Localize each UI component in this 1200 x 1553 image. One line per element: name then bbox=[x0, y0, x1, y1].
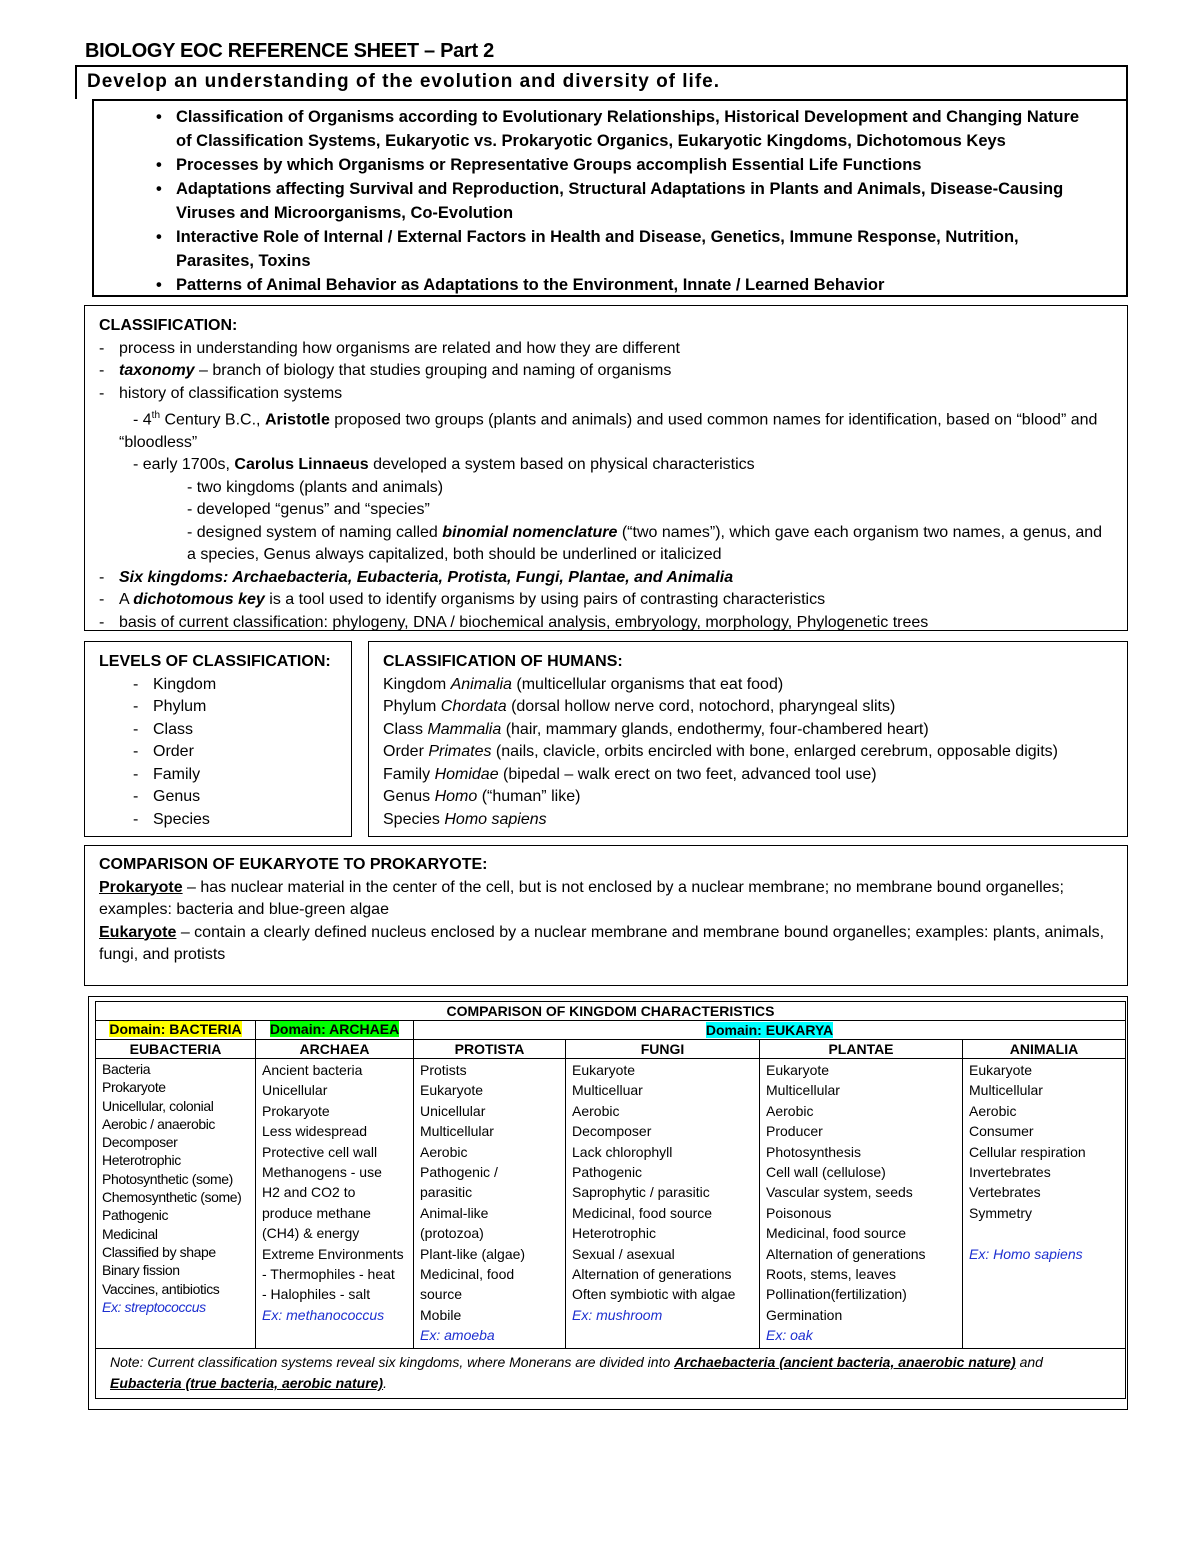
classification-heading: CLASSIFICATION: bbox=[99, 317, 238, 334]
objective-box bbox=[92, 99, 1128, 297]
kingdom-trait: Often symbiotic with algae bbox=[572, 1286, 736, 1303]
kingdom-trait: Sexual / asexual bbox=[572, 1245, 675, 1262]
kingdom-trait: Cell wall (cellulose) bbox=[766, 1164, 886, 1181]
eukaryote-definition: Eukaryote – contain a clearly defined nucleus enclosed by a nuclear membrane and membrane bound organelles; examples: plants, animals, bbox=[99, 923, 1105, 941]
kingdom-table-title: COMPARISON OF KINGDOM CHARACTERISTICS bbox=[96, 1002, 1126, 1021]
kingdom-trait: (CH4) & energy bbox=[262, 1225, 360, 1242]
domain-bacteria-label: Domain: BACTERIA bbox=[109, 1021, 242, 1037]
kingdom-trait: Medicinal, food source bbox=[766, 1225, 907, 1242]
kingdom-trait: Unicellular bbox=[420, 1102, 486, 1119]
kingdom-trait: Eukaryote bbox=[766, 1062, 830, 1078]
kingdom-trait: Aerobic bbox=[572, 1102, 620, 1119]
linnaeus-sub-cont: a species, Genus always capitalized, both should be underlined or italicized bbox=[187, 546, 722, 564]
kingdom-trait: Mobile bbox=[420, 1306, 462, 1323]
eukaryote-examples: fungi, and protists bbox=[99, 946, 226, 963]
kingdom-trait: produce methane bbox=[262, 1204, 371, 1221]
kingdom-trait: Classified by shape bbox=[102, 1243, 216, 1260]
kingdom-trait: Consumer bbox=[969, 1123, 1034, 1140]
human-rank-row: Phylum Chordata (dorsal hollow nerve cord, notochord, pharyngeal slits) bbox=[383, 698, 896, 715]
human-rank-row: Class Mammalia (hair, mammary glands, endothermy, four-chambered heart) bbox=[383, 720, 929, 738]
linnaeus-sub: - designed system of naming called binomial nomenclature (“two names”), which gave each organism two names, a genus, and bbox=[187, 523, 1103, 541]
kingdom-trait: Less widespread bbox=[262, 1123, 368, 1140]
level-item: - Class bbox=[133, 720, 194, 738]
prokaryote-examples: examples: bacteria and blue-green algae bbox=[99, 901, 389, 918]
kingdom-example: Ex: methanococcus bbox=[262, 1306, 385, 1323]
kingdom-cell bbox=[96, 1059, 256, 1349]
level-item: - Order bbox=[133, 743, 194, 760]
humans-list bbox=[383, 674, 1127, 832]
kingdom-trait: Protists bbox=[420, 1062, 467, 1078]
kingdom-table bbox=[95, 1001, 1126, 1399]
classification-line: history of classification systems bbox=[119, 384, 343, 402]
level-item: - Phylum bbox=[133, 698, 207, 715]
kingdom-trait: parasitic bbox=[420, 1184, 473, 1201]
kingdom-column-header: FUNGI bbox=[566, 1040, 760, 1059]
level-item: - Family bbox=[133, 765, 201, 783]
kingdom-trait: Multicellular bbox=[766, 1082, 840, 1099]
kingdom-trait: Prokaryote bbox=[102, 1079, 166, 1096]
kingdom-trait: Decomposer bbox=[572, 1123, 652, 1140]
kingdom-trait: Multicellular bbox=[969, 1082, 1043, 1099]
level-item: - Kingdom bbox=[133, 675, 217, 693]
kingdom-trait: Producer bbox=[766, 1123, 823, 1140]
kingdom-trait: Lack chlorophyll bbox=[572, 1143, 673, 1160]
aristotle-line: - 4th Century B.C., Aristotle proposed two groups (plants and animals) and used common names for identification, based on “blood” and bbox=[133, 410, 1098, 429]
taxonomy-term: taxonomy bbox=[119, 362, 195, 379]
kingdom-trait: Multicelluar bbox=[572, 1082, 643, 1099]
prokaryote-definition: Prokaryote – has nuclear material in the center of the cell, but is not enclosed by a nuclear membrane; no membrane bound organelles; bbox=[99, 878, 1064, 896]
kingdom-trait: Heterotrophic bbox=[102, 1152, 181, 1169]
kingdom-note: Note: Current classification systems reveal six kingdoms, where Monerans are divided into Archaebacteria (ancient bacteria, anaerobic nature) and Eubacteria (true bacteria, aerobic nature). bbox=[96, 1349, 1126, 1399]
comparison-section bbox=[84, 845, 1128, 986]
kingdom-trait: Vertebrates bbox=[969, 1184, 1041, 1201]
page-title: BIOLOGY EOC REFERENCE SHEET – Part 2 bbox=[85, 40, 494, 62]
linnaeus-sub: - developed “genus” and “species” bbox=[187, 501, 430, 519]
dichotomous-key-term: dichotomous key bbox=[133, 591, 265, 609]
kingdom-trait: Protective cell wall bbox=[262, 1143, 378, 1160]
kingdom-trait bbox=[969, 1223, 1119, 1243]
humans-heading: CLASSIFICATION OF HUMANS: bbox=[383, 653, 623, 670]
kingdom-cell bbox=[256, 1059, 414, 1349]
six-kingdoms-line: Six kingdoms: Archaebacteria, Eubacteria, Protista, Fungi, Plantae, and Animalia bbox=[119, 568, 734, 586]
kingdom-example: Ex: Homo sapiens bbox=[969, 1245, 1083, 1262]
kingdom-trait: Invertebrates bbox=[969, 1164, 1051, 1181]
linnaeus-sub: - two kingdoms (plants and animals) bbox=[187, 478, 444, 496]
kingdom-trait: source bbox=[420, 1286, 463, 1303]
kingdom-example: Ex: amoeba bbox=[420, 1327, 495, 1344]
level-item: - Species bbox=[133, 810, 210, 828]
objective-heading: Develop an understanding of the evolution and diversity of life. bbox=[75, 65, 1128, 99]
kingdom-trait: Chemosynthetic (some) bbox=[102, 1189, 242, 1206]
kingdom-column-header: PLANTAE bbox=[760, 1040, 963, 1059]
kingdom-trait: Aerobic bbox=[766, 1102, 814, 1119]
linnaeus-line: - early 1700s, Carolus Linnaeus developed a system based on physical characteristics bbox=[133, 456, 755, 474]
kingdom-trait: Bacteria bbox=[102, 1061, 151, 1077]
kingdom-trait: Animal-like bbox=[420, 1204, 489, 1221]
kingdom-trait: Medicinal bbox=[102, 1225, 158, 1242]
kingdom-trait: Aerobic bbox=[969, 1102, 1017, 1119]
kingdom-trait: Methanogens - use bbox=[262, 1164, 382, 1181]
human-rank-row: Kingdom Animalia (multicellular organisms that eat food) bbox=[383, 675, 784, 693]
kingdom-cell bbox=[760, 1059, 963, 1349]
kingdom-trait: Unicellular, colonial bbox=[102, 1097, 214, 1114]
kingdom-trait: Eukaryote bbox=[572, 1062, 636, 1078]
classification-line: – branch of biology that studies grouping and naming of organisms bbox=[194, 362, 672, 379]
levels-list bbox=[99, 674, 351, 832]
kingdom-trait: Vascular system, seeds bbox=[766, 1184, 913, 1201]
kingdom-trait: Eukaryote bbox=[420, 1082, 484, 1099]
kingdom-trait: Plant-like (algae) bbox=[420, 1245, 526, 1262]
kingdom-table-box bbox=[88, 996, 1128, 1410]
classification-section: CLASSIFICATION: - process in understanding how organisms are related and how they are different - taxonomy – branch of biology that studies grouping and naming of organisms - history of classification systems - 4th Century B.C., Aristotle proposed two groups (plants and animals) and used common names for identification, based on “blood” and “bloodless” - early 1700s, Carolus Linnaeus developed a system based on physical characteristics - two kingdoms (plants and animals) - developed “genus” and “species” - designed system of naming called binomial nomenclature (“two names”), which gave each organism two names, a genus, and a species, Genus always capitalized, both should be underlined or italicized - Six kingdoms: Archaebacteria, Eubacteria, Protista, Fungi, Plantae, and Animalia - A dichotomous key is a tool used to identify organisms by using pairs of contrasting characteristics - basis of current classification: phylogeny, DNA / biochemical analysis, embryology, morphology, Phylogenetic trees bbox=[84, 305, 1128, 631]
level-item: - Genus bbox=[133, 788, 201, 805]
domain-eukarya-label: Domain: EUKARYA bbox=[705, 1022, 834, 1038]
classification-line: process in understanding how organisms are related and how they are different bbox=[119, 339, 680, 357]
kingdom-trait: Ancient bacteria bbox=[262, 1062, 363, 1078]
objective-bullet: • Patterns of Animal Behavior as Adaptations to the Environment, Innate / Learned Behavior bbox=[156, 273, 1106, 297]
kingdom-cell bbox=[414, 1059, 566, 1349]
kingdom-cell bbox=[566, 1059, 760, 1349]
human-rank-row: Order Primates (nails, clavicle, orbits encircled with bone, enlarged cerebrum, opposable digits) bbox=[383, 743, 1058, 760]
kingdom-trait: Pathogenic bbox=[102, 1207, 169, 1224]
kingdom-cell bbox=[963, 1059, 1126, 1349]
kingdom-trait: Aerobic bbox=[420, 1143, 468, 1160]
kingdom-trait: Pathogenic / bbox=[420, 1164, 498, 1181]
human-rank-row: Family Homidae (bipedal – walk erect on two feet, advanced tool use) bbox=[383, 765, 877, 783]
objective-bullet: • Classification of Organisms according to Evolutionary Relationships, Historical Development and Changing Nature of Classification Systems, Eukaryotic vs. Prokaryotic Organics, Eukaryotic Kingdoms, Dichotomous Keys bbox=[156, 105, 1106, 153]
kingdom-trait: Cellular respiration bbox=[969, 1143, 1086, 1160]
kingdom-trait: Prokaryote bbox=[262, 1102, 330, 1119]
levels-section bbox=[84, 641, 352, 837]
kingdom-trait: Alternation of generations bbox=[572, 1266, 732, 1283]
objective-list bbox=[156, 105, 1106, 297]
kingdom-trait: - Halophiles - salt bbox=[262, 1286, 371, 1303]
kingdom-trait: (protozoa) bbox=[420, 1225, 484, 1242]
kingdom-trait: Heterotrophic bbox=[572, 1225, 657, 1242]
kingdom-example: Ex: streptococcus bbox=[102, 1298, 206, 1315]
comparison-heading: COMPARISON OF EUKARYOTE TO PROKARYOTE: bbox=[99, 856, 488, 873]
kingdom-column-header: PROTISTA bbox=[414, 1040, 566, 1059]
kingdom-trait: Alternation of generations bbox=[766, 1245, 926, 1262]
human-rank-row: Genus Homo (“human” like) bbox=[383, 788, 581, 805]
kingdom-trait: Extreme Environments bbox=[262, 1245, 404, 1262]
kingdom-trait: Multicellular bbox=[420, 1123, 494, 1140]
objective-bullet: • Adaptations affecting Survival and Reproduction, Structural Adaptations in Plants and Animals, Disease-Causing Viruses and Microorganisms, Co-Evolution bbox=[156, 177, 1106, 225]
kingdom-example: Ex: oak bbox=[766, 1327, 813, 1344]
kingdom-trait: Photosynthesis bbox=[766, 1143, 861, 1160]
kingdom-column-header: ARCHAEA bbox=[256, 1040, 414, 1059]
aristotle-cont: “bloodless” bbox=[119, 433, 198, 451]
kingdom-trait: Saprophytic / parasitic bbox=[572, 1184, 710, 1201]
kingdom-trait: Pollination(fertilization) bbox=[766, 1286, 907, 1303]
kingdom-trait: Germination bbox=[766, 1306, 843, 1323]
kingdom-column-header: EUBACTERIA bbox=[96, 1040, 256, 1059]
objective-bullet: • Processes by which Organisms or Representative Groups accomplish Essential Life Functions bbox=[156, 153, 1106, 177]
kingdom-trait: Binary fission bbox=[102, 1262, 180, 1279]
humans-section bbox=[368, 641, 1128, 837]
kingdom-trait: Aerobic / anaerobic bbox=[102, 1115, 216, 1132]
levels-heading: LEVELS OF CLASSIFICATION: bbox=[99, 653, 331, 670]
kingdom-example: Ex: mushroom bbox=[572, 1306, 663, 1323]
kingdom-trait: Pathogenic bbox=[572, 1164, 643, 1181]
kingdom-trait: Vaccines, antibiotics bbox=[102, 1280, 220, 1297]
kingdom-trait: Unicellular bbox=[262, 1082, 328, 1099]
classification-line: basis of current classification: phylogeny, DNA / biochemical analysis, embryology, morphology, Phylogenetic trees bbox=[119, 613, 929, 631]
kingdom-trait: Photosynthetic (some) bbox=[102, 1170, 233, 1187]
kingdom-trait: Symmetry bbox=[969, 1204, 1032, 1221]
objective-bullet: • Interactive Role of Internal / External Factors in Health and Disease, Genetics, Immune Response, Nutrition, Parasites, Toxins bbox=[156, 225, 1106, 273]
kingdom-column-header: ANIMALIA bbox=[963, 1040, 1126, 1059]
human-rank-row: Species Homo sapiens bbox=[383, 810, 547, 828]
kingdom-trait: Roots, stems, leaves bbox=[766, 1266, 896, 1283]
kingdom-trait: - Thermophiles - heat bbox=[262, 1266, 395, 1283]
domain-archaea-label: Domain: ARCHAEA bbox=[269, 1021, 400, 1037]
kingdom-trait: Medicinal, food source bbox=[572, 1204, 713, 1221]
kingdom-trait: Eukaryote bbox=[969, 1062, 1033, 1078]
kingdom-trait: Decomposer bbox=[102, 1134, 178, 1151]
kingdom-trait: Medicinal, food bbox=[420, 1266, 515, 1283]
kingdom-trait: H2 and CO2 to bbox=[262, 1184, 356, 1201]
kingdom-trait: Poisonous bbox=[766, 1204, 832, 1221]
